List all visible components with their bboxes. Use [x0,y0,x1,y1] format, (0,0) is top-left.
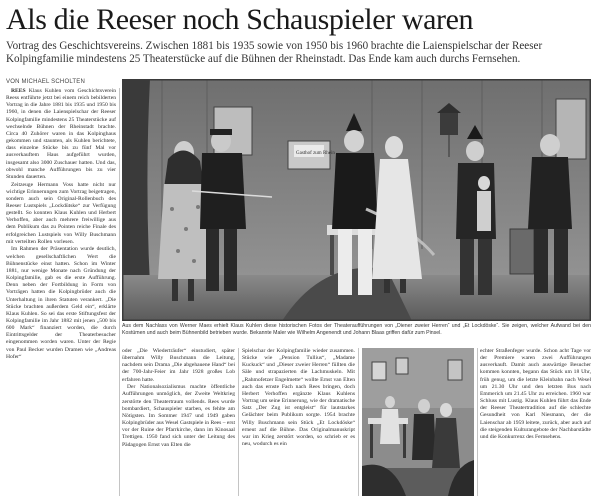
column-divider [358,348,359,496]
main-photo-caption: Aus dem Nachlass von Werner Maes erhielt Klaus Kuhlen diese historischen Fotos der Theateraufführungen von „Diener zweier Herren“ und „Et Lockdöske“. Sie zeigen, welcher Aufwand bei den Kostümen und auch beim Bühnenbild betrieben wurde. Bekannte Maler wie Wilhelm Angenendt und Johann Blaas griffen dafür zum Pinsel. [122,323,591,337]
column-divider [119,88,120,496]
article-column-right [480,348,591,496]
article-column-mid-b [242,348,355,496]
paragraph: Klaus Kuhlen vom Geschichtsverein Reess entführte jetzt bei einem reich bebilderten Vortrag in die Jahre 1881 bis 1935 und 1950 bis 1960, in denen die Laienspielschar der Reeser Kolpingfamilie mindestens 25 Theaterstücke auf wechselnde Bühnen der Rheinstadt brachte. Circa 40 Zuhörer waren in das Kolpinghaus gekommen und staunten, als Kuhlen berichtete, dass einzelne Stücke bis zu fünf Mal vor ausverkauftem Haus aufgeführt wurden, insgesamt also 3000 Zuschauer hatten. Und das, obwohl manche Aufführungen bis zu vier Stunden dauerten. [6,88,116,180]
paragraph: Spielschar der Kolpingfamilie wieder zusammen. Stücke wie „Pension Tullius“, „Madame Kuckuck“ und „Dieser zweier Herren“ füllten die Säle und strapazierten die Lachmuskeln. Mit „Rahmofetzer Engelmette“ wollte Ernst van Elten auch das ernste Fach nach Rees bringen, doch Herbert Verhoffen ergänzte Klaus Kuhlens Vortrag um seine Erinnerung, wie der dramatische Satz „Der Zug ist entgleist“ für lautstarkes Gelächter beim Publikum sorgte. 1954 brachte Willy Buschmann sein Stück „Et Lockdöske“ erneut auf die Bühne. Das Originalmanuskript war im Krieg zerstört worden, so schrieb er es neu, wodurch es ein [242,348,355,448]
paragraph: Zeitzeuge Hermann Voss hatte nicht nur wichtige Erinnerungen zum Vortrag beigetragen, sondern auch sein Original-Rollenbuch des Reeser Lustspiels „Lockdütske“ zur Verfügung gestellt. So konnten Klaus Kuhlen und Herbert Verhoffen, aber auch mehrere freiwillige aus dem Publikum das zu Pointen reiche Finale des erfolgreichen Lustspiels von Willy Buschmann mit verteilten Rollen vorlesen. [6,181,116,245]
paragraph: echter Straßenfeger wurde. Schon acht Tage vor der Premiere waren zwei Aufführungen ausverkauft. Damit auch auswärtige Besucher kommen konnten, begann das Stück um 18 Uhr, früh genug, um die letzte Kleinbahn nach Wesel um 21.30 Uhr und den letzten Bus nach Emmerich um 21.45 Uhr zu erreichen. 1960 war Schluss mit Lustig. Klaus Kuhlen führt das Ende der Reeser Theatertradition auf die schlechte Gesundheit von Karl Niesmann, der die Laienschar ab 1959 leitete, zurück, aber auch auf die steigenden Kulturangebote der Nachbarstädte und die Konkurrenz des Fernsehens. [480,348,591,440]
main-stage-photo [122,79,591,321]
stage-scene-illustration [122,79,591,321]
article-byline: VON MICHAEL SCHOLTEN [6,79,86,85]
second-scene-illustration [362,348,474,496]
article-lead: Vortrag des Geschichtsvereins. Zwischen 1881 bis 1935 sowie von 1950 bis 1960 brachte die Laienspielschar der Reeser Kolpingfamilie mindestens 25 Theaterstücke auf die Bühnen der Rheinstadt. Das Ende kam auch durchs Fernsehen. [6,40,543,66]
column-divider [477,348,478,496]
secondary-stage-photo [362,348,474,496]
column-divider [238,348,239,496]
paragraph: oder „Die Wiederträufer“ einstudiert, später übernahm Willy Buschmann die Leitung, nachdem sein Drama „Die abgehauene Hand“ bei der 700-Jahr-Feier im Jahr 1928 großes Lob erfahren hatte. [122,348,235,383]
stage-sign: Gasthof zum Rhein [296,151,335,156]
dateline: REES [11,88,26,94]
article-column-mid-a [122,348,235,496]
paragraph: Im Rahmen der Präsentation wurde deutlich, welchen gesellschaftlichen Wert die Bühnenstücke einst hatten. Schon im Winter 1881, nur wenige Monate nach Gründung der Kolpingfamilie, gab es die erste Aufführung. Denn neben der Fortbildung in Form von Vorträgen hatten die Kolpingbrüder auch die Unterhaltung in ihren Statuten verankert. „Die Stücke brachten außerdem Geld ein“, erklärte Klaus Kuhlen. So sei das erste Stiftungsfest der Kolpingfamilie im Jahr 1882 mit jenen „500 bis 600 Mark“ finanziert worden, die durch Eintrittsgelder der Theaterbesucher eingenommen worden waren. Unter der Regie von Paul Becker wurden Dramen wie „Andreas Hofer“ [6,246,116,360]
paragraph: Der Nationalsozialismus machte öffentliche Aufführungen unmöglich, der Zweite Weltkrieg zerstörte den Theatertraum vollends. Rees wurde bombardiert, Schauspieler starben, es fehlte am Nötigsten. Im Sommer 1947 und 1949 gaben Kolpingbrüder aus Wesel Gastspiele in Rees – erst vor der Ruine der Pfarrkirche, dann im Kinosaal Trettigen. 1950 fand sich unter der Leitung des Pädagogen Ernst van Elten die [122,384,235,448]
article-column-left [6,88,116,496]
article-headline: Als die Reeser noch Schauspieler waren [6,3,474,36]
